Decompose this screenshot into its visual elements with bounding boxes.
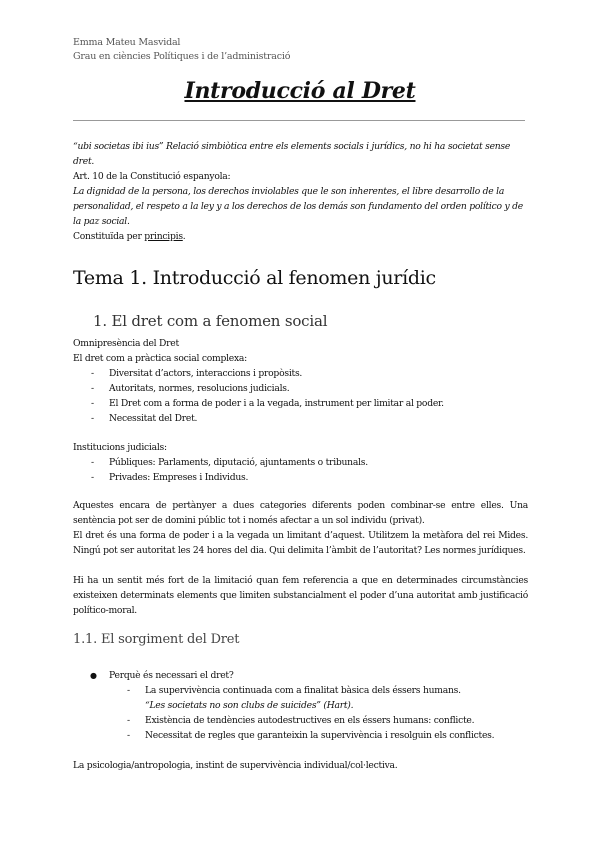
- dash-icon: -: [127, 730, 130, 741]
- bullet-dot-icon: ●: [90, 671, 97, 680]
- dash-icon: -: [127, 685, 130, 696]
- dash-icon: -: [127, 715, 130, 726]
- bullet-item: [73, 668, 528, 683]
- degree-name: Grau en ciències Polítiques i de l’administració: [73, 51, 291, 62]
- institutions-list: [73, 455, 528, 485]
- constituted-prefix: Constituïda per: [73, 231, 145, 242]
- list-item: - El Dret com a forma de poder i a la vegada, instrument per limitar al poder.: [73, 396, 528, 411]
- list-item: - Autoritats, normes, resolucions judicials.: [73, 381, 528, 396]
- sub-item-text: Necessitat de regles que garanteixin la supervivència i resolguin els conflictes.: [145, 730, 495, 741]
- document-header: [73, 36, 290, 64]
- paragraph-limitation: [73, 573, 528, 618]
- institutions-block: [73, 440, 528, 485]
- list-item: - Privades: Empreses i Individus.: [73, 470, 528, 485]
- title-divider: [73, 120, 525, 121]
- closing-line: La psicologia/antropologia, instint de supervivència individual/col·lectiva.: [73, 760, 398, 771]
- list-item: - Necessitat del Dret.: [73, 411, 528, 426]
- sub-item: [73, 713, 528, 728]
- article-label: Art. 10 de la Constitució espanyola:: [73, 171, 231, 182]
- sub-item: [73, 683, 528, 698]
- section1-heading: 1. El dret com a fenomen social: [93, 312, 328, 330]
- sub-item: [73, 728, 528, 743]
- constituted-line: [73, 229, 528, 244]
- constituted-suffix: .: [182, 231, 186, 242]
- hart-quote: “Les societats no son clubs de suicides” (Hart).: [145, 700, 354, 711]
- bullet-text: Perquè és necessari el dret?: [109, 670, 234, 681]
- tema1-heading: Tema 1. Introducció al fenomen jurídic: [73, 267, 436, 289]
- institutions-label: Institucions judicials:: [73, 442, 167, 453]
- paragraph: El dret és una forma de poder i a la vegada un limitant d’aquest. Utilitzem la metàfora del rei Mides. Ningú pot ser autoritat les 24 hores del dia. Qui delimita l’àmbit de l’autoritat? Les normes jurídiques.: [73, 530, 528, 556]
- paragraph: Aquestes encara de pertànyer a dues categories diferents poden combinar-se entre elles. Una sentència pot ser de domini públic tot i només afectar a un sol individu (privat).: [73, 500, 528, 526]
- practice-list: [73, 366, 528, 426]
- sub-item-text: La supervivència continuada com a finalitat bàsica dels éssers humans.: [145, 685, 461, 696]
- paragraph: Hi ha un sentit més fort de la limitació quan fem referencia a que en determinades circumstàncies existeixen determinats elements que limiten substancialment el poder d’una autoritat amb justificació político-moral.: [73, 575, 528, 616]
- omnipresence-label: Omnipresència del Dret: [73, 338, 179, 349]
- section11-list: [73, 668, 528, 743]
- section1-content: [73, 336, 528, 426]
- principles-link: principis: [144, 231, 183, 242]
- document-title: Introducció al Dret: [184, 78, 416, 104]
- author-name: Emma Mateu Masvidal: [73, 37, 181, 48]
- paragraph-categories: [73, 498, 528, 558]
- list-item: - Públiques: Parlaments, diputació, ajuntaments o tribunals.: [73, 455, 528, 470]
- list-item: - Diversitat d’actors, interaccions i propòsits.: [73, 366, 528, 381]
- section11-heading: 1.1. El sorgiment del Dret: [73, 632, 240, 647]
- social-practice-label: El dret com a pràctica social complexa:: [73, 353, 247, 364]
- latin-maxim: “ubi societas ibi ius” Relació simbiòtica entre els elements socials i jurídics, no hi ha societat sense dret.: [73, 141, 511, 167]
- sub-item-text: Existència de tendències autodestructives en els éssers humans: conflicte.: [145, 715, 475, 726]
- intro-block: [73, 139, 528, 244]
- article-text: La dignidad de la persona, los derechos inviolables que le son inherentes, el libre desarrollo de la personalidad, el respeto a la ley y a los derechos de los demás son fundamento del orden político y de la paz social.: [73, 186, 523, 227]
